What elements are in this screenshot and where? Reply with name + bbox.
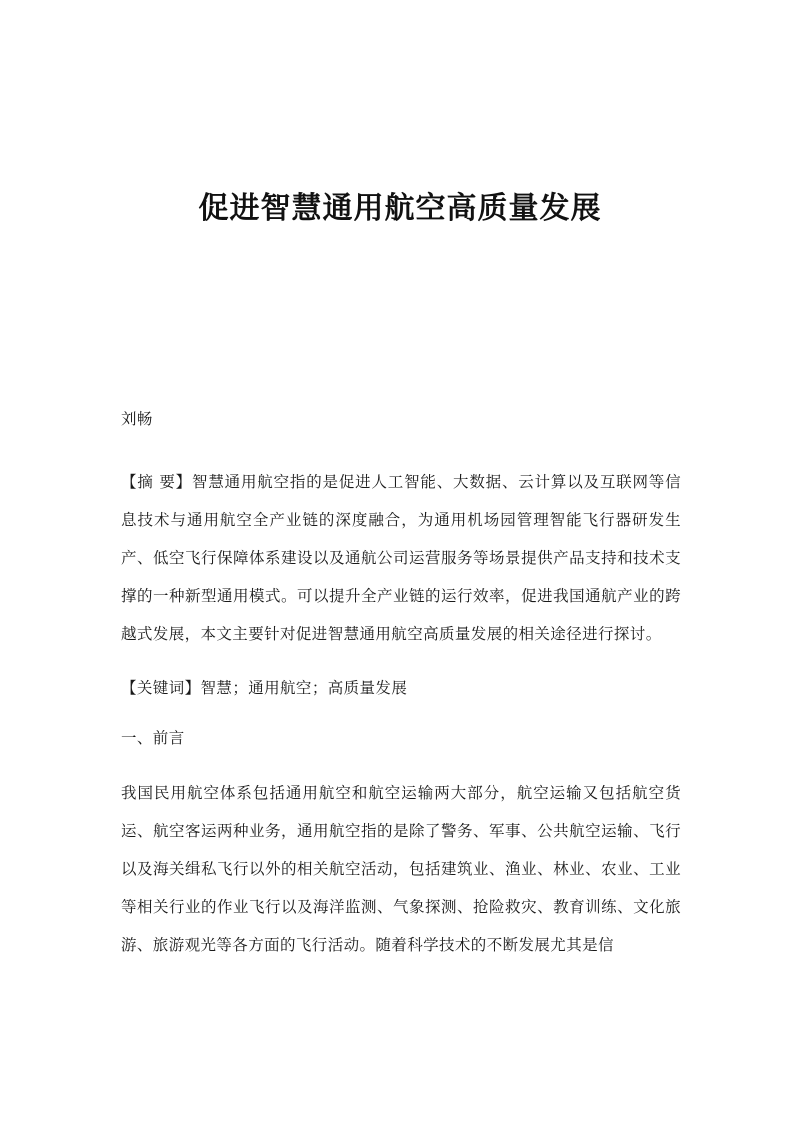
author-name: 刘畅	[121, 410, 153, 428]
abstract-paragraph	[121, 463, 681, 653]
keywords-label: 【关键词】	[121, 679, 201, 697]
document-title: 促进智慧通用航空高质量发展	[198, 191, 602, 226]
keywords-text: 智慧；通用航空；高质量发展	[200, 679, 408, 697]
document-body	[121, 405, 681, 964]
section-heading: 一、前言	[121, 729, 185, 747]
body-paragraph: 我国民用航空体系包括通用航空和航空运输两大部分，航空运输又包括航空货运、航空客运两种业务，通用航空指的是除了警务、军事、公共航空运输、飞行以及海关缉私飞行以外的相关航空活动，包括建筑业、渔业、林业、农业、工业等相关行业的作业飞行以及海洋监测、气象探测、抢险救灾、教育训练、文化旅游、旅游观光等各方面的飞行活动。随着科学技术的不断发展尤其是信	[121, 784, 681, 954]
abstract-label: 【摘 要】	[121, 473, 192, 491]
keywords-paragraph	[121, 674, 681, 703]
abstract-text: 智慧通用航空指的是促进人工智能、大数据、云计算以及互联网等信息技术与通用航空全产业链的深度融合，为通用机场园管理智能飞行器研发生产、低空飞行保障体系建设以及通航公司运营服务等场景提供产品支持和技术支撑的一种新型通用模式。可以提升全产业链的运行效率，促进我国通航产业的跨越式发展，本文主要针对促进智慧通用航空高质量发展的相关途径进行探讨。	[121, 473, 681, 643]
